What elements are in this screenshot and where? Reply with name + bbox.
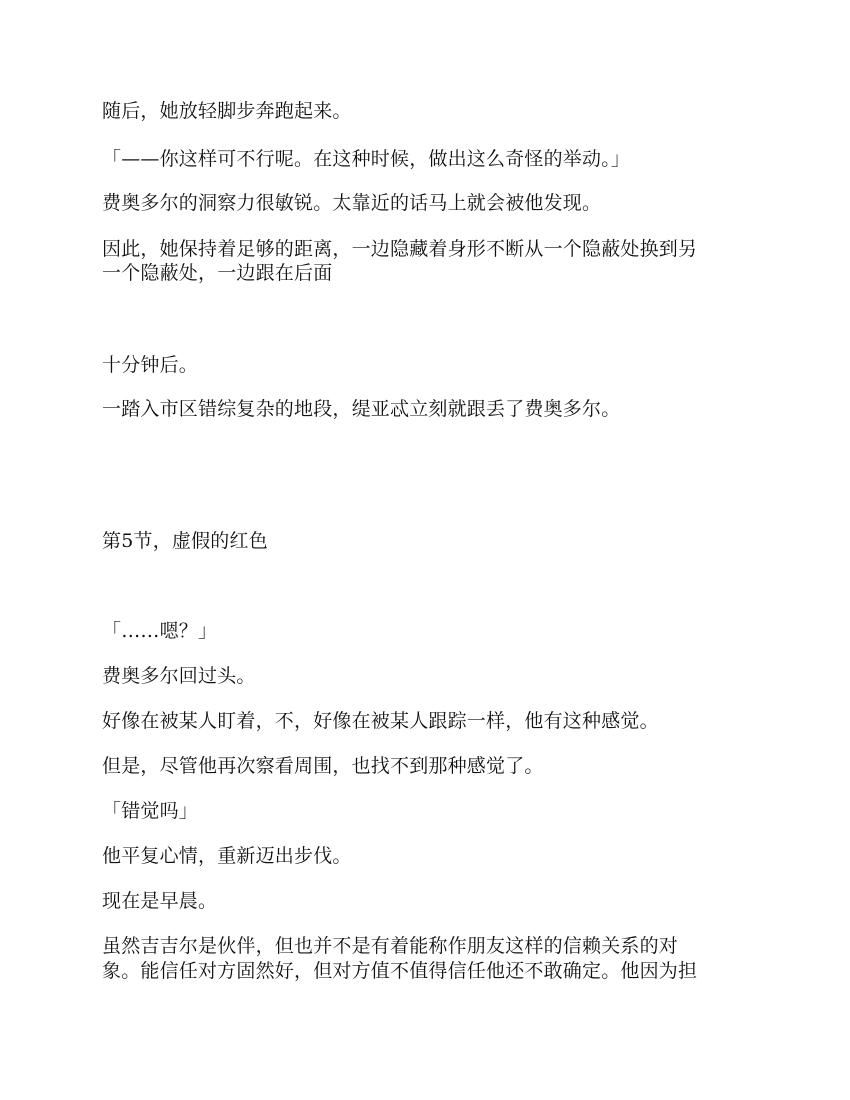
paragraph-10: 他平复心情，重新迈出步伐。: [102, 845, 352, 867]
paragraph-4-line-1: 因此，她保持着足够的距离，一边隐藏着身形不断从一个隐蔽处换到另: [102, 238, 698, 260]
paragraph-9: 但是，尽管他再次察看周围，也找不到那种感觉了。: [102, 755, 544, 777]
paragraph-7: 费奥多尔回过头。: [102, 665, 256, 687]
dialogue-1: 「……嗯？」: [102, 620, 218, 642]
paragraph-8: 好像在被某人盯着，不，好像在被某人跟踪一样，他有这种感觉。: [102, 710, 659, 732]
dialogue-2: 「错觉吗」: [102, 800, 199, 822]
paragraph-3: 费奥多尔的洞察力很敏锐。太靠近的话马上就会被他发现。: [102, 192, 602, 214]
paragraph-12-line-1: 虽然吉吉尔是伙伴，但也并不是有着能称作朋友这样的信赖关系的对: [102, 935, 679, 957]
paragraph-11: 现在是早晨。: [102, 890, 218, 912]
paragraph-2: 「——你这样可不行呢。在这种时候，做出这么奇怪的举动。」: [102, 148, 631, 170]
paragraph-4-line-2: 一个隐蔽处，一边跟在后面: [102, 262, 333, 284]
paragraph-1: 随后，她放轻脚步奔跑起来。: [102, 100, 352, 122]
paragraph-5: 十分钟后。: [102, 354, 199, 376]
section-heading: 第5节，虚假的红色: [102, 530, 268, 552]
paragraph-12-line-2: 象。能信任对方固然好，但对方值不值得信任他还不敢确定。他因为担: [102, 960, 698, 982]
paragraph-6: 一踏入市区错综复杂的地段，缇亚忒立刻就跟丢了费奥多尔。: [102, 398, 621, 420]
